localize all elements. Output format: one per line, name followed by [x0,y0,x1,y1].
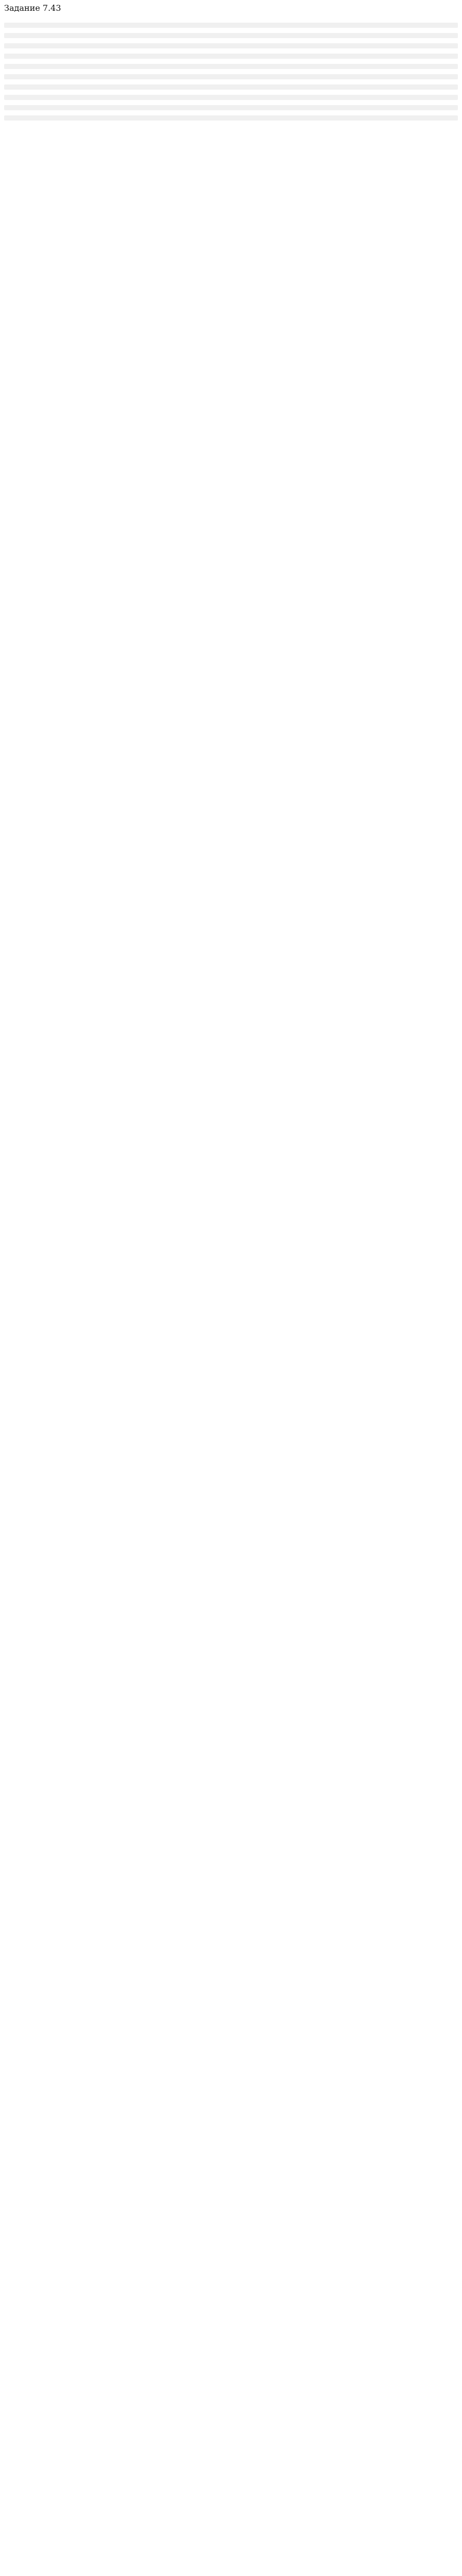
text-line [4,115,458,121]
text-line [4,105,458,110]
text-line [4,95,458,100]
document-title: Задание 7.43 [4,3,61,13]
text-line [4,74,458,79]
text-line [4,23,458,28]
text-line [4,84,458,90]
text-line [4,64,458,69]
text-line [4,54,458,59]
document-body [4,18,458,126]
text-line [4,33,458,38]
text-line [4,43,458,48]
